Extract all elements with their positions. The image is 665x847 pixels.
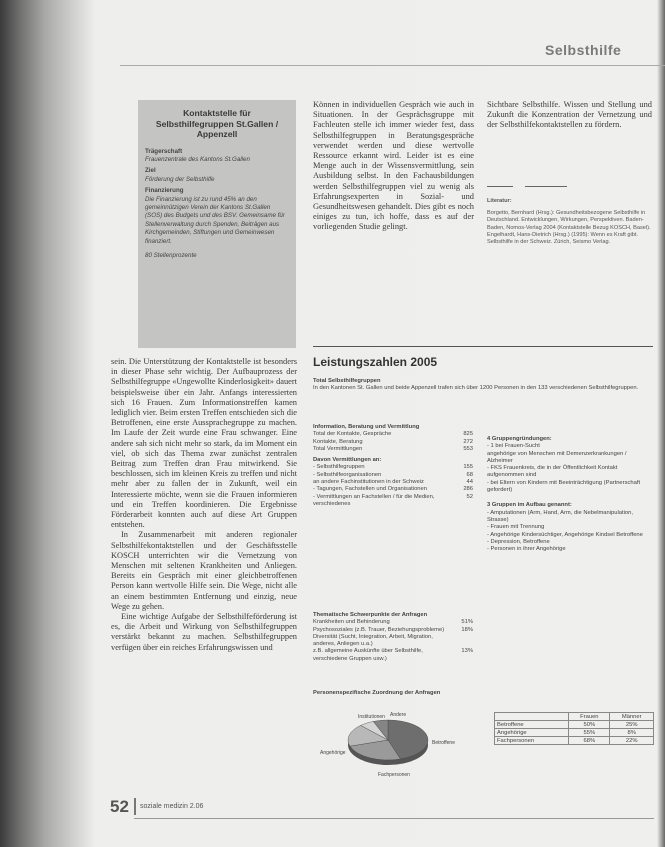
stat-row — [313, 464, 473, 471]
new-groups-title: 4 Gruppengründungen: — [487, 436, 552, 442]
stat-value: 13% — [461, 648, 473, 655]
pie-label: Institutionen — [358, 714, 385, 720]
table-cell: 22% — [610, 737, 654, 745]
gender-table — [494, 712, 654, 745]
stat-label: - Selbsthilfegruppen — [313, 464, 365, 471]
stat-label: - Tagungen, Fachstellen und Organisationen — [313, 486, 427, 493]
table-row — [495, 713, 654, 721]
list-item: - Amputationen (Arm, Hand, Arm, die Nebelmanipulation, Strasse) — [487, 509, 633, 523]
ziel-value: Förderung der Selbsthilfe — [145, 175, 215, 183]
traeger-value: Frauenzentrale des Kantons St.Gallen — [145, 155, 250, 163]
table-cell: Betroffene — [495, 721, 569, 729]
stat-label: an andere Fachinstitutionen in der Schweiz — [313, 479, 424, 486]
table-cell: Frauen — [569, 713, 610, 721]
info-box-title: Kontaktstelle für Selbsthilfegruppen St.Gallen / Appenzell — [155, 108, 279, 139]
stat-value — [455, 634, 473, 649]
stat-row — [313, 472, 473, 479]
fin-label: Finanzierung — [145, 187, 184, 195]
stat-value: 52 — [466, 493, 473, 500]
new-groups-list — [487, 443, 652, 494]
footer-bar — [134, 798, 136, 815]
column-middle — [313, 100, 474, 233]
page-number: 52 — [110, 797, 129, 816]
stat-row — [313, 634, 473, 649]
stat-row — [313, 619, 473, 626]
stat-label: z.B. allgemeine Auskünfte über Selbsthilfe, verschiedene Gruppen usw.) — [313, 648, 423, 662]
topics-rows — [313, 619, 473, 663]
paragraph: Können in individuellen Gespräch wie auch in Situationen. In der Gesprächsgruppe mit Fachleuten stelle ich immer wieder fest, dass Selbsthilfegruppen in Beratungsgespräche verwendet werden und diese wertvolle Ressource erkannt wird. Leider ist es eine Menge auch in der Wissensvermittlung, sein Ausbildung selbst. In den Fachausbildungen werden Selbsthilfegruppen viel zu wenig als Erfahrungsexperten in Sozial- und Gesundheitswesen gehandelt. Dies gibt es noch einiges zu tun, ich hoffe, dass es auf der vorliegenden Studie gelingt. — [313, 100, 474, 232]
table-cell: 68% — [569, 737, 610, 745]
stat-label: Krankheiten und Behinderung — [313, 619, 390, 626]
paragraph: Sichtbare Selbsthilfe. Wissen und Stellung und Zukunft die Konzentration der Vernetzung und der Selbsthilfekontaktstellen zu fördern. — [487, 100, 652, 130]
stat-label: Diversität (Sucht, Integration, Arbeit, Migration, anderes, Anliegen u.a.) — [313, 633, 433, 648]
fin-value: Die Finanzierung ist zu rund 45% an den gemeinnützigen Verein der Kantons St.Gallen (SOS) des Budgets und des BSV. Gemeinsame für Stellenverwaltung durch Spenden, Beiträgen aus Kirchgemeinden, Stiftungen und Gemeinwesen finanziert. — [145, 195, 285, 245]
stat-value: 272 — [463, 438, 473, 445]
stat-value: 68 — [466, 471, 473, 478]
table-cell — [495, 713, 569, 721]
vermittlung-rows — [313, 464, 473, 508]
stat-value: 18% — [461, 626, 473, 633]
paragraph: In Zusammenarbeit mit anderen regionaler Selbsthilfekontaktstellen und der Geschäftsstelle KOSCH unterrichten wir die Vernetzung von Menschen mit seltenen Krankheiten und Anliegen. Bereits ein Gespräch mit einer gleichbetroffenen Person kann wertvolle Hilfe sein. Die Wege, nicht alle an einem bestimmten Entfernung und einzig, neue Wege zu gehen. — [111, 530, 297, 611]
stat-value: 286 — [463, 486, 473, 493]
paragraph: Eine wichtige Aufgabe der Selbsthilfeförderung ist es, die Arbeit und Wirkung von Selbsthilfegruppen verstärkt bekannt zu machen. Selbsthilfegruppen verfügen über ein reiches Erfahrungswissen und — [111, 612, 297, 652]
topics-title: Thematische Schwerpunkte der Anfragen — [313, 612, 428, 618]
column-right — [487, 100, 652, 131]
pensum: 80 Stellenprozente — [145, 251, 197, 259]
pie-svg — [313, 700, 483, 782]
stat-label: Kontakte, Beratung — [313, 438, 363, 445]
stat-row — [313, 439, 473, 446]
stat-value: 51% — [461, 619, 473, 626]
stat-row — [313, 627, 473, 634]
signature-line — [487, 186, 513, 187]
table-cell: 25% — [610, 721, 654, 729]
page-fold-shadow — [0, 0, 95, 847]
literature — [487, 198, 652, 246]
list-item: - Frauen mit Trennung — [487, 524, 545, 531]
group-total — [313, 378, 653, 393]
stat-row — [313, 479, 473, 486]
stat-label: Total Vermittlungen — [313, 445, 363, 452]
new-groups — [487, 436, 652, 553]
literature-title: Literatur: — [487, 198, 512, 204]
table-cell: 55% — [569, 729, 610, 737]
aufbau-list — [487, 510, 652, 554]
stat-row — [313, 431, 473, 438]
list-item: angehörige von Menschen mit Demenzerkrankungen / Alzheimer — [487, 450, 627, 464]
list-item: - Angehörige Kindersüchtiger, Angehörige Kindsel Betroffene — [487, 531, 643, 538]
table-row — [495, 737, 654, 745]
ziel-label: Ziel — [145, 167, 156, 175]
table-cell: Fachpersonen — [495, 737, 569, 745]
section-header: Selbsthilfe — [545, 42, 622, 58]
table-row — [495, 721, 654, 729]
list-item: - FKS Frauenkreis, die in der Öffentlichkeit Kontakt aufgenommen sind — [487, 465, 618, 479]
stats-rule — [313, 346, 653, 347]
stat-label: Psychosoziales (z.B. Trauer, Beziehungsprobleme) — [313, 626, 445, 633]
table-cell: 8% — [610, 729, 654, 737]
aufbau-title: 3 Gruppen im Aufbau genannt: — [487, 502, 572, 509]
bottom-rule — [134, 818, 654, 819]
journal-name: soziale medizin 2.06 — [140, 803, 204, 810]
info-stats — [313, 424, 473, 508]
stat-value: 825 — [463, 431, 473, 438]
pie-label: Angehörige — [320, 750, 346, 756]
list-item: - Personen in ihrer Angehörige — [487, 546, 566, 553]
header-rule — [120, 65, 665, 66]
traeger-label: Trägerschaft — [145, 147, 183, 155]
stat-label: - Selbsthilfeorganisationen — [313, 471, 382, 478]
info-rows — [313, 431, 473, 453]
table-cell: 50% — [569, 721, 610, 729]
page-edge-shadow — [657, 0, 665, 847]
topics — [313, 612, 473, 663]
list-item: - bei Eltern von Kindern mit Beeinträchtigung (Partnerschaft gefordert) — [487, 479, 641, 494]
vermittlung-title: Davon Vermittlungen an: — [313, 457, 382, 464]
pie-label: Fachpersonen — [378, 772, 410, 778]
stats-title: Leistungszahlen 2005 — [313, 355, 438, 369]
list-item: - 1 bei Frauen-Sucht — [487, 443, 540, 450]
pie-chart — [313, 700, 483, 782]
stat-row — [313, 494, 473, 509]
list-item: - Depression, Betroffene — [487, 538, 550, 545]
info-box — [138, 100, 296, 348]
stat-label: Total der Kontakte, Gespräche — [313, 431, 392, 438]
pie-label: Betroffene — [432, 740, 455, 746]
info-stats-title: Information, Beratung und Vermittlung — [313, 424, 420, 430]
stat-value: 553 — [463, 445, 473, 452]
stat-row — [313, 648, 473, 663]
table-row — [495, 729, 654, 737]
group-total-label: Total Selbsthilfegruppen — [313, 378, 381, 384]
table-cell: Männer — [610, 713, 654, 721]
signature-line — [525, 186, 567, 187]
stat-value: 155 — [463, 464, 473, 471]
literature-text: Borgetto, Bernhard (Hrsg.): Gesundheitsbezogene Selbsthilfe in Deutschland. Entwicklungen, Wirkungen, Perspektiven. Baden-Baden, Nomos-Verlag 2004 (Kontaktstelle Bezug KOSCH, Basel). Engelhardt, Hans-Dietrich (Hrsg.) (1995): Wenn es Kraft gibt. Selbsthilfe in der Schweiz. Zürich, Seismo Verlag. — [487, 210, 651, 246]
paragraph: sein. Die Unterstützung der Kontaktstelle ist besonders in dieser Phase sehr wichtig. Der Aufbauprozess der Selbsthilfegruppe «Ungewollte Kinderlosigkeit» dauert beispielsweise über ein Jahr. Anfangs interessierten sich 16 Frauen. Zum Informationstreffen kamen lediglich vier. Beim ersten Treffen entschieden sich die Betroffenen, eine erste Aussprachegruppe zu machen. Im Laufe der Zeit wurde eine Frau schwanger. Eine andere sah sich nicht mehr so stark, da im Moment ein viel, ob sich das Thema zwar zunächst zentralen Beitrag zum Treffen dran Frau mitwirkend. Sie beschlossen, sich im kleinen Kreis zu treffen und nicht mehr aber zu fallen der in Zukunft, weil ein Interessierte möchte, wenn sie die Frauen informieren und ein Treffen koordinieren. Die Ergebnisse Förderarbeit konnten auch auf diese Art Gruppen entstehen. — [111, 357, 297, 530]
group-total-text: In den Kantonen St. Gallen und beide Appenzell trafen sich über 1200 Personen in den 133 verschiedenen Selbsthilfegruppen. — [313, 385, 639, 392]
column-left — [111, 357, 297, 653]
stat-row — [313, 446, 473, 453]
pie-title: Personenspezifische Zuordnung der Anfragen — [313, 690, 441, 696]
stat-label: - Vermittlungen an Fachstellen / für die Medien, verschiedenes — [313, 493, 435, 507]
stat-row — [313, 486, 473, 493]
table-cell: Angehörige — [495, 729, 569, 737]
pie-label: Andere — [390, 712, 407, 718]
stat-value: 44 — [466, 479, 473, 486]
